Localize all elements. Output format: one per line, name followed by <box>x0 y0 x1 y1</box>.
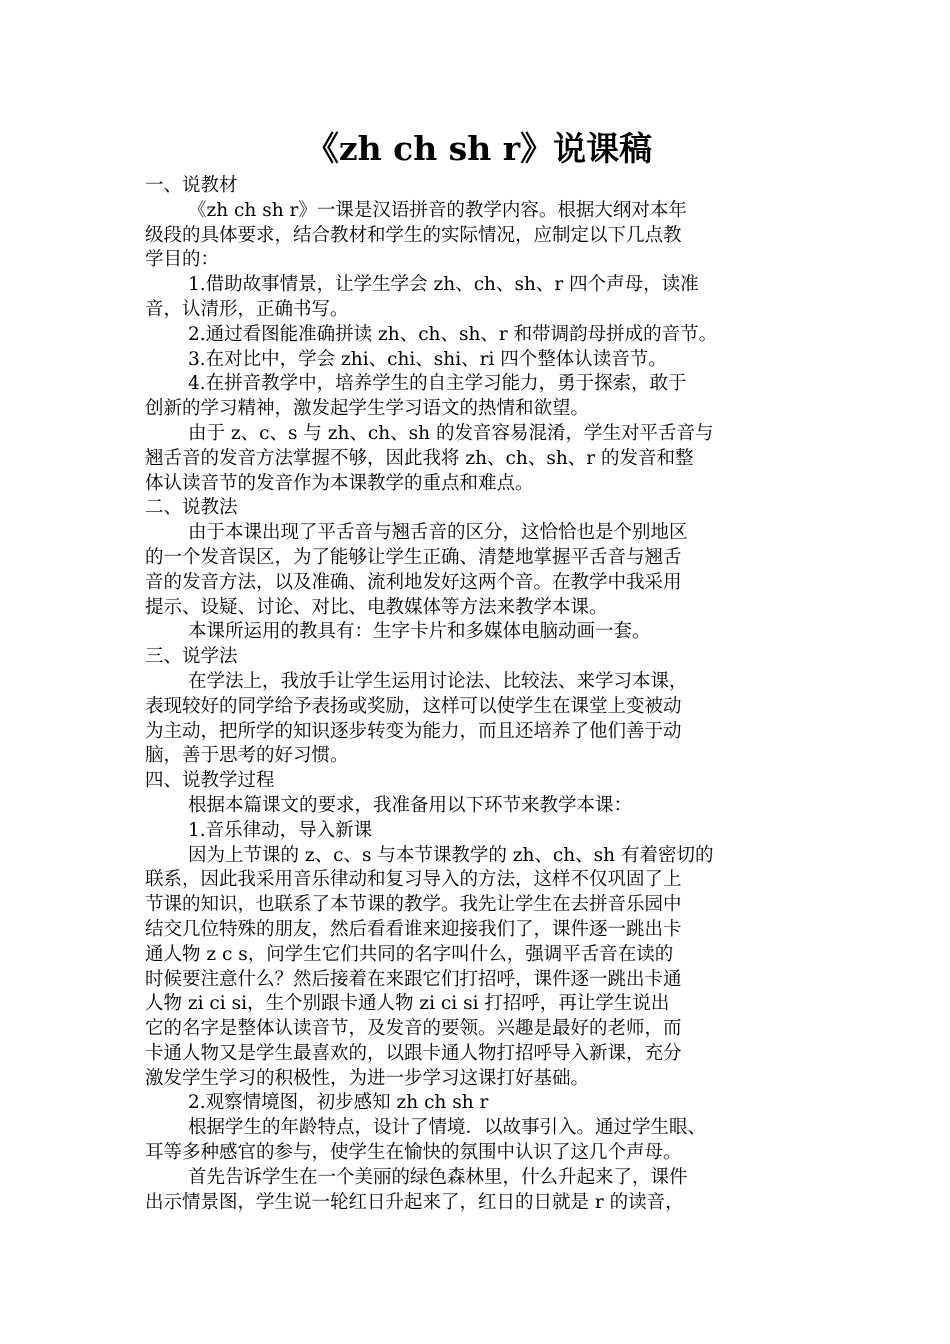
text-line: 联系，因此我采用音乐律动和复习导入的方法，这样不仅巩固了上 <box>145 869 682 891</box>
text-line: 根据学生的年龄特点，设计了情境．以故事引入。通过学生眼、 <box>188 1117 707 1139</box>
text-line: 音，认清形，正确书写。 <box>145 298 349 320</box>
text-line: 脑，善于思考的好习惯。 <box>145 745 349 767</box>
text-line: 1.音乐律动，导入新课 <box>188 819 373 841</box>
text-line: 结交几位特殊的朋友，然后看看谁来迎接我们了，课件逐一跳出卡 <box>145 918 682 940</box>
text-line: 3.在对比中，学会 zhi、chi、shi、ri 四个整体认读音节。 <box>188 348 667 370</box>
text-line: 它的名字是整体认读音节，及发音的要领。兴趣是最好的老师，而 <box>145 1018 682 1040</box>
text-line: 2.观察情境图，初步感知 zh ch sh r <box>188 1092 489 1114</box>
text-line: 由于本课出现了平舌音与翘舌音的区分，这恰恰也是个别地区 <box>188 522 688 544</box>
text-line: 通人物 z c s，问学生它们共同的名字叫什么，强调平舌音在读的 <box>145 943 674 965</box>
document-page <box>145 128 813 1215</box>
text-line: 提示、设疑、讨论、对比、电教媒体等方法来教学本课。 <box>145 596 608 618</box>
text-line: 出示情景图，学生说一轮红日升起来了，红日的日就是 r 的读音， <box>145 1191 684 1213</box>
text-line: 卡通人物又是学生最喜欢的，以跟卡通人物打招呼导入新课，充分 <box>145 1042 682 1064</box>
document-body <box>145 174 813 1215</box>
text-line: 根据本篇课文的要求，我准备用以下环节来教学本课： <box>188 794 633 816</box>
text-line: 2.通过看图能准确拼读 zh、ch、sh、r 和带调韵母拼成的音节。 <box>188 323 718 345</box>
text-line: 时候要注意什么？然后接着在来跟它们打招呼，课件逐一跳出卡通 <box>145 968 682 990</box>
text-line: 翘舌音的发音方法掌握不够，因此我将 zh、ch、sh、r 的发音和整 <box>145 447 694 469</box>
text-line: 一、说教材 <box>145 175 238 196</box>
text-line: 在学法上，我放手让学生运用讨论法、比较法、来学习本课， <box>188 670 688 692</box>
text-line: 由于 z、c、s 与 zh、ch、sh 的发音容易混淆，学生对平舌音与 <box>188 422 714 444</box>
text-line: 音的发音方法，以及准确、流利地发好这两个音。在教学中我采用 <box>145 571 682 593</box>
text-line: 三、说学法 <box>145 646 238 668</box>
text-line: 激发学生学习的积极性，为进一步学习这课打好基础。 <box>145 1067 590 1089</box>
text-line: 人物 zi ci si，生个别跟卡通人物 zi ci si 打招呼，再让学生说出 <box>145 993 670 1015</box>
text-line: 学目的： <box>145 249 220 271</box>
text-line: 1.借助故事情景，让学生学会 zh、ch、sh、r 四个声母，读准 <box>188 274 699 296</box>
text-line: 级段的具体要求，结合教材和学生的实际情况，应制定以下几点教 <box>145 224 682 246</box>
text-line: 创新的学习精神，激发起学生学习语文的热情和欲望。 <box>145 398 590 420</box>
text-line: 节课的知识，也联系了本节课的教学。我先让学生在去拼音乐园中 <box>145 894 682 916</box>
text-line: 因为上节课的 z、c、s 与本节课教学的 zh、ch、sh 有着密切的 <box>188 844 714 866</box>
text-line: 《zh ch sh r》一课是汉语拼音的教学内容。根据大纲对本年 <box>188 199 687 221</box>
text-line: 4.在拼音教学中，培养学生的自主学习能力，勇于探索，敢于 <box>188 373 687 395</box>
text-line: 为主动，把所学的知识逐步转变为能力，而且还培养了他们善于动 <box>145 720 682 742</box>
text-line: 耳等多种感官的参与，使学生在愉快的氛围中认识了这几个声母。 <box>145 1142 682 1164</box>
text-line: 四、说教学过程 <box>145 770 275 792</box>
text-line: 首先告诉学生在一个美丽的绿色森林里，什么升起来了，课件 <box>188 1166 688 1188</box>
document-title: 《zh ch sh r》说课稿 <box>305 129 653 168</box>
text-line: 表现较好的同学给予表扬或奖励，这样可以使学生在课堂上变被动 <box>145 695 682 717</box>
text-line: 体认读音节的发音作为本课教学的重点和难点。 <box>145 472 534 494</box>
text-line: 的一个发音误区，为了能够让学生正确、清楚地掌握平舌音与翘舌 <box>145 546 682 568</box>
text-line: 本课所运用的教具有：生字卡片和多媒体电脑动画一套。 <box>188 621 651 643</box>
text-line: 二、说教法 <box>145 497 238 519</box>
